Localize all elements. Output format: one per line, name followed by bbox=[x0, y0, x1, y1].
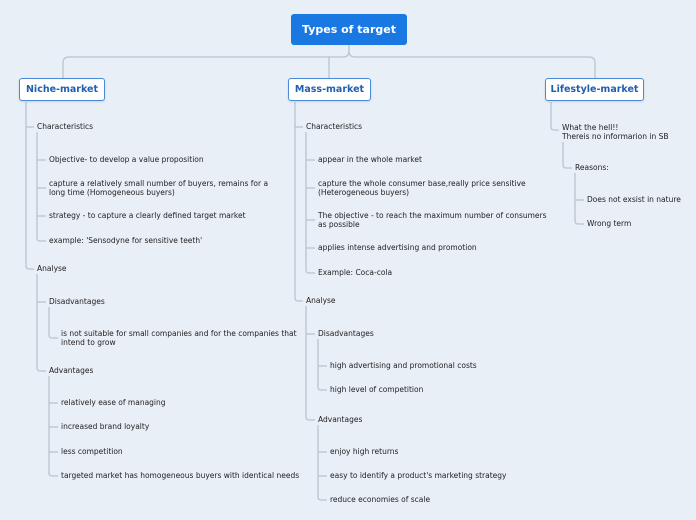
topic-lifestyle-market[interactable]: Lifestyle-market bbox=[545, 78, 644, 101]
mass-advantage-item[interactable]: enjoy high returns bbox=[330, 447, 399, 456]
connector-niche-analyse bbox=[37, 274, 46, 371]
mass-char-item[interactable]: capture the whole consumer base,really price sensitive (Heterogeneous buyers) bbox=[318, 179, 526, 197]
niche-advantage-item[interactable]: increased brand loyalty bbox=[61, 422, 150, 431]
connector-niche-adv bbox=[49, 376, 58, 476]
connector-mass-trunk bbox=[295, 102, 303, 301]
niche-disadvantage-item[interactable]: is not suitable for small companies and for the companies that intend to grow bbox=[61, 329, 297, 347]
niche-char-item[interactable]: strategy - to capture a clearly defined target market bbox=[49, 211, 246, 220]
niche-advantage-item[interactable]: relatively ease of managing bbox=[61, 398, 166, 407]
lifestyle-note[interactable]: What the hell!! Thereis no informarion in SB bbox=[562, 123, 669, 141]
connector-niche-char bbox=[37, 132, 46, 241]
connector-mass-analyse bbox=[306, 306, 315, 420]
niche-advantage-item[interactable]: less competition bbox=[61, 447, 123, 456]
mass-char-item[interactable]: The objective - to reach the maximum number of consumers as possible bbox=[318, 211, 547, 229]
connector-mass-char bbox=[306, 132, 315, 273]
mass-advantage-item[interactable]: reduce economies of scale bbox=[330, 495, 431, 504]
topic-niche-market[interactable]: Niche-market bbox=[19, 78, 105, 101]
mass-disadvantage-item[interactable]: high advertising and promotional costs bbox=[330, 361, 477, 370]
niche-analyse[interactable]: Analyse bbox=[37, 264, 67, 273]
connector-root-niche bbox=[63, 45, 349, 78]
mass-advantages[interactable]: Advantages bbox=[318, 415, 363, 424]
niche-characteristics[interactable]: Characteristics bbox=[37, 122, 94, 131]
connector-niche-dis bbox=[49, 307, 58, 338]
connector-lifestyle-note bbox=[563, 142, 572, 168]
mass-advantage-item[interactable]: easy to identify a product's marketing strategy bbox=[330, 471, 507, 480]
connector-mass-adv bbox=[318, 425, 327, 500]
lifestyle-reason-item[interactable]: Wrong term bbox=[587, 219, 632, 228]
connector-lifestyle-trunk bbox=[551, 102, 559, 130]
lifestyle-reasons[interactable]: Reasons: bbox=[575, 163, 609, 172]
mass-analyse[interactable]: Analyse bbox=[306, 296, 336, 305]
lifestyle-reason-item[interactable]: Does not exsist in nature bbox=[587, 195, 681, 204]
niche-char-item[interactable]: example: 'Sensodyne for sensitive teeth' bbox=[49, 236, 203, 245]
niche-char-item[interactable]: capture a relatively small number of buyers, remains for a long time (Homogeneous buyers) bbox=[49, 179, 269, 197]
niche-disadvantages[interactable]: Disadvantages bbox=[49, 297, 105, 306]
mass-char-item[interactable]: Example: Coca-cola bbox=[318, 268, 393, 277]
root-topic[interactable]: Types of target bbox=[291, 14, 407, 45]
connector-root-lifestyle bbox=[349, 51, 595, 78]
mass-disadvantage-item[interactable]: high level of competition bbox=[330, 385, 424, 394]
mass-disadvantages[interactable]: Disadvantages bbox=[318, 329, 374, 338]
topic-mass-market[interactable]: Mass-market bbox=[288, 78, 371, 101]
mass-characteristics[interactable]: Characteristics bbox=[306, 122, 363, 131]
niche-advantage-item[interactable]: targeted market has homogeneous buyers with identical needs bbox=[61, 471, 300, 480]
connector-lifestyle-reasons bbox=[575, 173, 584, 224]
niche-advantages[interactable]: Advantages bbox=[49, 366, 94, 375]
connector-mass-dis bbox=[318, 339, 327, 390]
mass-char-item[interactable]: applies intense advertising and promotion bbox=[318, 243, 477, 252]
mass-char-item[interactable]: appear in the whole market bbox=[318, 155, 422, 164]
niche-char-item[interactable]: Objective- to develop a value proposition bbox=[49, 155, 204, 164]
